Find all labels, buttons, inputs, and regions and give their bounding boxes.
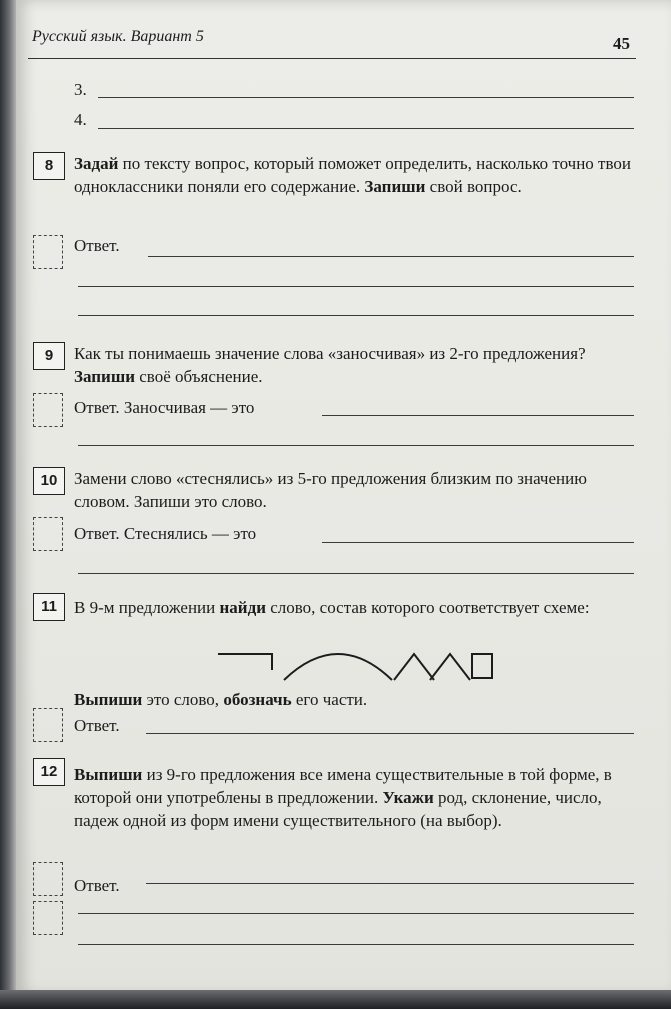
task-10-answer-box[interactable] — [33, 517, 63, 551]
task-8-text — [74, 152, 634, 198]
task-8-answer-line-1[interactable] — [148, 256, 634, 257]
emphasized-verb: найди — [219, 598, 266, 617]
task-12-answer-line-2[interactable] — [78, 913, 634, 914]
text-run: Как ты понимаешь значение слова «заносчивая» из 2-го предложения? — [74, 344, 586, 363]
task-12-answer-box-2[interactable] — [33, 901, 63, 935]
task-number-11: 11 — [33, 593, 65, 621]
task-11-instruction — [74, 688, 634, 711]
task-10-answer-line-2[interactable] — [78, 573, 634, 574]
prefix-mark — [218, 654, 272, 670]
ending-box — [472, 654, 492, 678]
page-number: 45 — [613, 34, 630, 53]
emphasized-verb: Запиши — [364, 177, 426, 196]
text-run: своё объяснение. — [135, 367, 263, 386]
task-number-12: 12 — [33, 758, 65, 786]
workbook-page — [16, 0, 671, 995]
text-run: из 9-го предложения все имена существительные в той форме, в которой они употреблены в предложении. — [74, 765, 612, 807]
task-12-answer-line-3[interactable] — [78, 944, 634, 945]
suffix-mark-1 — [394, 654, 434, 680]
text-run: Замени слово «стеснялись» из 5-го предложения близким по значению словом. Запиши это слово. — [74, 469, 587, 511]
task-12-answer-label: Ответ. — [74, 876, 120, 895]
task-11-answer-line[interactable] — [146, 733, 634, 734]
task-10-text — [74, 467, 634, 513]
task-9-answer-label: Ответ. Заносчивая — это — [74, 398, 255, 417]
answer-line-number-3: 3. — [74, 80, 87, 99]
text-run: род, склонение, число, падеж одной из форм имени существительного (на выбор). — [74, 788, 602, 830]
suffix-mark-2 — [430, 654, 470, 680]
root-arc — [284, 654, 392, 680]
task-8-answer-box[interactable] — [33, 235, 63, 269]
task-10-answer-label: Ответ. Стеснялись — это — [74, 524, 257, 543]
text-run: это слово, — [142, 690, 224, 709]
task-10-answer-line-1[interactable] — [322, 542, 634, 543]
task-number-8: 8 — [33, 152, 65, 180]
answer-line-3[interactable] — [98, 97, 634, 98]
word-structure-scheme — [216, 640, 496, 684]
emphasized-verb: обозначь — [223, 690, 292, 709]
emphasized-verb: Выпиши — [74, 765, 143, 784]
emphasized-verb: Запиши — [74, 367, 135, 386]
task-12-text — [74, 763, 634, 832]
task-11-answer-label: Ответ. — [74, 716, 120, 735]
header-rule — [28, 58, 636, 59]
text-run: В 9-м предложении — [74, 598, 220, 617]
task-12-answer-box-1[interactable] — [33, 862, 63, 896]
page-header-title: Русский язык. Вариант 5 — [32, 28, 204, 45]
task-12-answer-line-1[interactable] — [146, 883, 634, 884]
task-9-answer-box[interactable] — [33, 393, 63, 427]
emphasized-verb: Задай — [74, 154, 119, 173]
emphasized-verb: Выпиши — [74, 690, 143, 709]
task-11-answer-box[interactable] — [33, 708, 63, 742]
task-8-answer-label: Ответ. — [74, 236, 120, 255]
task-9-answer-line-2[interactable] — [78, 445, 634, 446]
page-bottom-shadow — [0, 990, 671, 1009]
task-8-answer-line-3[interactable] — [78, 315, 634, 316]
task-8-answer-line-2[interactable] — [78, 286, 634, 287]
answer-line-4[interactable] — [98, 128, 634, 129]
task-9-text — [74, 342, 634, 388]
text-run: свой вопрос. — [425, 177, 522, 196]
task-9-answer-line-1[interactable] — [322, 415, 634, 416]
text-run: по тексту вопрос, который поможет определить, насколько точно твои одноклассники поняли его содержание. — [74, 154, 631, 196]
task-number-9: 9 — [33, 342, 65, 370]
text-run: его части. — [291, 690, 368, 709]
answer-line-number-4: 4. — [74, 110, 87, 129]
task-11-text — [74, 596, 634, 619]
text-run: слово, состав которого соответствует схеме: — [265, 598, 590, 617]
emphasized-verb: Укажи — [382, 788, 434, 807]
task-number-10: 10 — [33, 467, 65, 495]
